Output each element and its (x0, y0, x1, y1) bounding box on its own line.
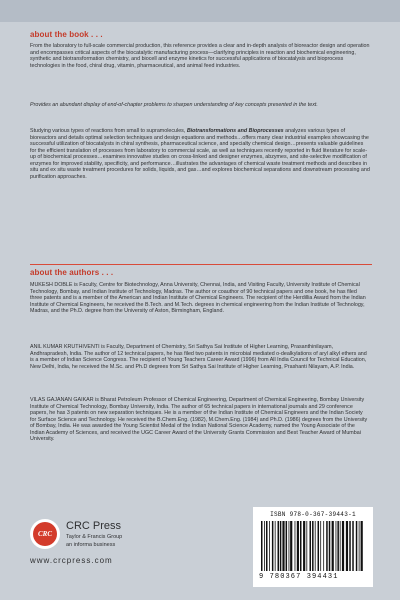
about-book-heading: about the book . . . (30, 30, 103, 39)
contents-lead: Studying various types of reactions from small to supramolecules, (30, 128, 187, 134)
barcode-bar (336, 521, 337, 571)
barcode-bar (326, 521, 328, 571)
barcode-bar (323, 521, 324, 571)
barcode-bar (290, 521, 292, 571)
barcode-panel (253, 507, 373, 587)
barcode-bar (289, 521, 290, 571)
about-authors-heading: about the authors . . . (30, 268, 114, 277)
isbn-label: ISBN 978-0-367-39443-1 (270, 511, 356, 518)
barcode-bar (309, 521, 311, 571)
barcode-bar (275, 521, 276, 571)
barcode-bar (318, 521, 320, 571)
barcode-bar (264, 521, 265, 571)
crc-emblem-icon (30, 519, 60, 549)
barcode-bar (306, 521, 307, 571)
barcode-bar (278, 521, 280, 571)
crc-emblem-text: CRC (33, 522, 57, 546)
book-title-inline: Biotransformations and Bioprocesses (186, 128, 284, 134)
barcode-bar (303, 521, 305, 571)
barcode-bar (320, 521, 321, 571)
publisher-group: Taylor & Francis Group (66, 534, 123, 540)
author-doble-bio: MUKESH DOBLE is Faculty, Centre for Biotechnology, Anna University, Chennai, India, and Visiting Faculty, University Institute of Chemical Technology, Bombay, and Indian Institute of Technology, Madras. The author or coauthor of 90 technical papers and one book, he has filed three patents and is a member of the American and Indian Institute of Chemical Engineers. The recipient of the Herdillia Award from the Indian Institute of Chemical Engineers, he received the B.Tech. and M.Tech. degrees in chemical engineering from the Indian Institute of Technology, Madras, and the Ph.D. degree from the University of Aston, Birmingham, England. (30, 282, 366, 315)
barcode-digits: 9 780367 394431 (259, 573, 339, 581)
book-contents-paragraph (30, 128, 370, 180)
barcode-bar (349, 521, 351, 571)
barcode-bar (286, 521, 288, 571)
barcode-bar (337, 521, 339, 571)
barcode-bar (342, 521, 344, 571)
barcode-bar (329, 521, 331, 571)
contents-body: analyzes various types of bioreactors and details optimal selection techniques and design equations and methods…offers many clear industrial examples showcasing the successful utilization of biocatalysts in chiral synthesis, pharmaceutical science, and specialty chemical design…presents valuable guidelines for the efficient translation of processes from laboratory to commercial scale, as well as techniques recently reported in fluid literature for scale-up of biochemical processes…examines innovative studies on cross-linked and designer enzymes, abzymes, and site-selective modification of enzymes for improved stability, specificity, and performance…illustrates the advantages of chemical waste treatment methods and describes in situ and ex situ waste treatment procedures for solids, liquids, and gas…and explores biochemical separations and downstream processing and purification approaches. (30, 128, 370, 180)
barcode-bar (266, 521, 268, 571)
book-description-paragraph: From the laboratory to full-scale commercial production, this reference provides a clear and in-depth analysis of bioreactor design and operation and encompasses critical aspects of the biocatalytic manufacturing process—clarifying principles in reaction and biochemical engineering, synthetic and biotransformation chemistry, and biocell and enzyme kinetics for successful applications of biocatalysis and bioprocess technologies in the food, chiral drug, vitamin, pharmaceutical, and animal feed industries. (30, 43, 370, 69)
barcode-bar (340, 521, 341, 571)
barcode-graphic (259, 521, 367, 573)
barcode-bar (346, 521, 348, 571)
barcode-bar (272, 521, 274, 571)
publisher-tagline: an informa business (66, 542, 116, 548)
barcode-bar (300, 521, 302, 571)
barcode-bar (297, 521, 299, 571)
author-kruthiventi-bio: ANIL KUMAR KRUTHIVENTI is Faculty, Department of Chemistry, Sri Sathya Sai Institute of Higher Learning, Prasanthinilayam, Andhrapradesh, India. The author of 12 technical papers, he has filed two patents in microbial mediated o-dealkylations of aryl alkyl ethers and is a member of Indian Science Congress. The recipient of Young Teachers Career Award (1996) from All India Council for Technical Education, New Delhi, India, he received the M.Sc. and Ph.D degrees from Sri Sathya Sai Institute of Higher Learning, Prashanti Nilayam, A.P. India. (30, 344, 367, 370)
author-gaikar-bio: VILAS GAJANAN GAIKAR is Bharat Petroleum Professor of Chemical Engineering, Department of Chemical Engineering, Bombay University Institute of Chemical Technology, Bombay University, India. The author of 65 technical papers in international journals and 29 conference papers, he has 3 patents on new separation techniques. He is a member of the Indian Institute of Chemical Engineers and the Indian Society for Surface Science and Technology. He received the B.Chem.Eng. (1982), M.Chem.Eng. (1984) and Ph.D. (1986) degrees from the University of Bombay, India. He was awarded the Young Scientist Medal of the Indian National Science Academy, named the Young Associate of the Indian Academy of Sciences, and received the UGC Career Award of the University Grants Commission and Best Teacher Award of Mumbai University. (30, 397, 368, 443)
barcode-bar (295, 521, 296, 571)
barcode-bar (315, 521, 316, 571)
barcode-bar (352, 521, 354, 571)
section-divider (30, 264, 372, 265)
barcode-bar (359, 521, 360, 571)
barcode-bar (361, 521, 363, 571)
barcode-bar (280, 521, 282, 571)
barcode-bar (269, 521, 270, 571)
barcode-bar (282, 521, 284, 571)
publisher-website[interactable]: www.crcpress.com (30, 556, 113, 565)
publisher-name: CRC Press (66, 520, 122, 532)
barcode-bar (261, 521, 263, 571)
barcode-bar (356, 521, 358, 571)
book-problems-note: Provides an abundant display of end-of-chapter problems to sharpen understanding of key concepts presented in the text. (30, 102, 318, 108)
barcode-bar (312, 521, 314, 571)
barcode-bar (332, 521, 334, 571)
top-band (0, 0, 400, 22)
